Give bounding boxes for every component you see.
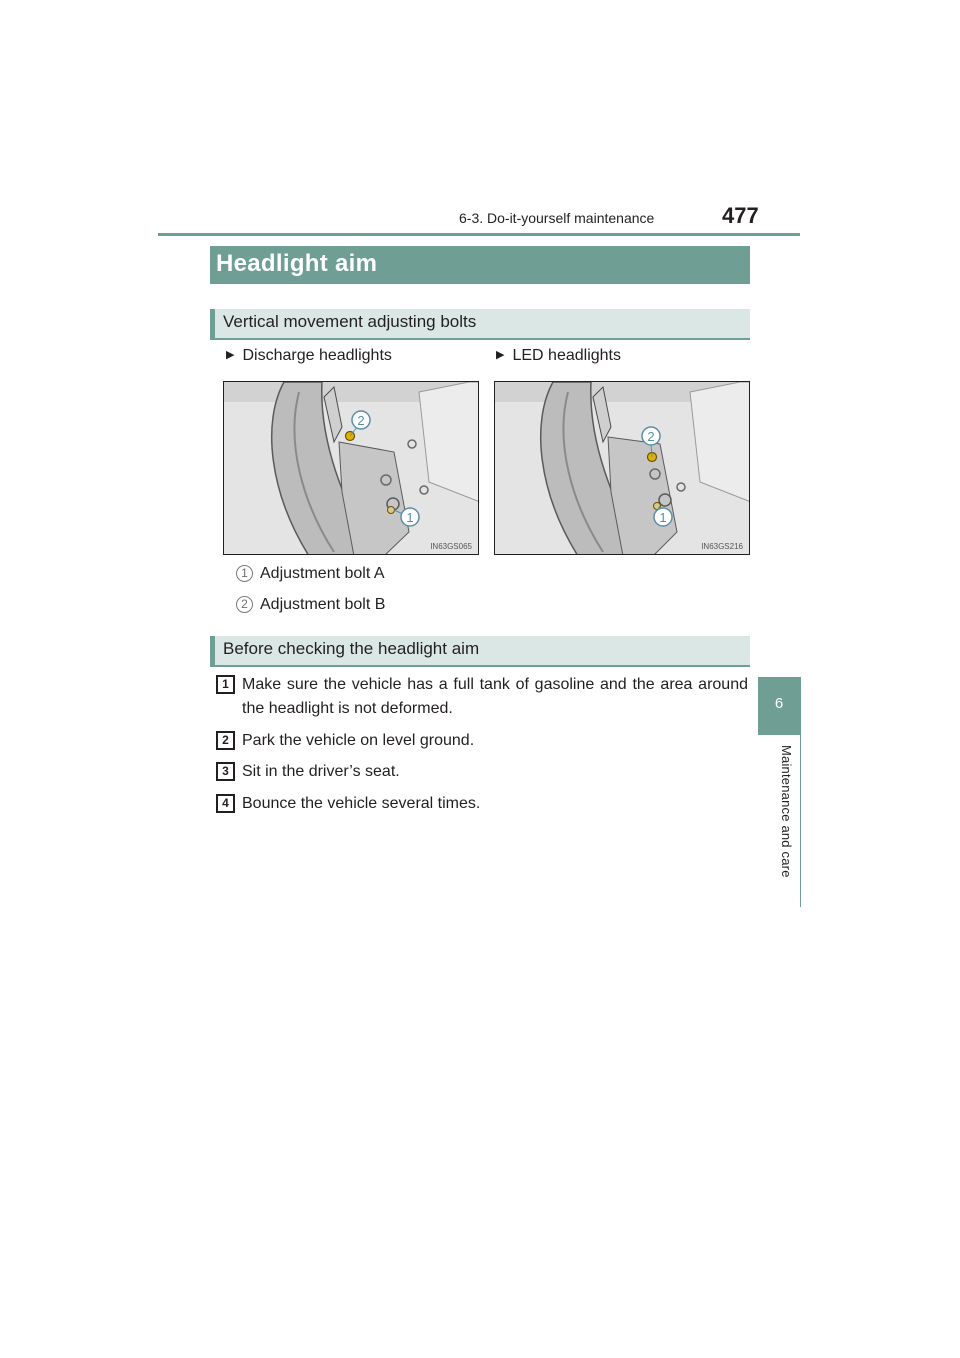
page-title: Headlight aim: [216, 250, 378, 277]
headlight-drawing-right: [495, 382, 750, 555]
legend-number: 1: [236, 565, 253, 582]
chapter-tab-rule: [800, 677, 801, 907]
caption-led: [496, 347, 621, 365]
headlight-drawing-left: [224, 382, 479, 555]
step-text: Park the vehicle on level ground.: [242, 732, 475, 749]
chapter-tab: [758, 677, 800, 735]
subheading-before-checking: [210, 636, 750, 667]
page-number: 477: [722, 203, 759, 228]
chapter-number: 6: [774, 695, 784, 712]
caption-discharge-text: Discharge headlights: [242, 347, 392, 364]
section-title: 6-3. Do-it-yourself maintenance: [459, 210, 655, 226]
legend-item: [236, 596, 385, 614]
legend-text: Adjustment bolt A: [260, 565, 385, 582]
triangle-bullet-icon: ▶: [226, 349, 235, 361]
step-number: 3: [216, 762, 235, 781]
caption-led-text: LED headlights: [512, 347, 621, 364]
subheading-adjusting-bolts: [210, 309, 750, 340]
chapter-label: Maintenance and care: [779, 745, 794, 878]
caption-discharge: [226, 347, 392, 365]
subheading-text: Vertical movement adjusting bolts: [223, 312, 477, 331]
led-headlight-illustration: [494, 381, 750, 555]
step-text: Bounce the vehicle several times.: [242, 795, 481, 812]
callout-1-left: 1: [406, 510, 414, 525]
image-code-left: IN63GS065: [430, 542, 472, 551]
step-text: Make sure the vehicle has a full tank of gasoline and the area around the headlight is not deformed.: [242, 676, 748, 717]
step-number: 4: [216, 794, 235, 813]
legend-item: [236, 565, 385, 583]
step-text: Sit in the driver’s seat.: [242, 763, 400, 780]
header-rule: [158, 233, 800, 236]
callout-1-right: 1: [659, 510, 667, 525]
subheading-text: Before checking the headlight aim: [223, 639, 480, 658]
legend-text: Adjustment bolt B: [260, 596, 386, 613]
triangle-bullet-icon: ▶: [496, 349, 505, 361]
page-title-bar: [210, 246, 750, 284]
step-number: 2: [216, 731, 235, 750]
callout-2-right: 2: [647, 429, 655, 444]
image-code-right: IN63GS216: [701, 542, 743, 551]
legend-number: 2: [236, 596, 253, 613]
discharge-headlight-illustration: [223, 381, 479, 555]
step-number: 1: [216, 675, 235, 694]
callout-2-left: 2: [357, 413, 365, 428]
